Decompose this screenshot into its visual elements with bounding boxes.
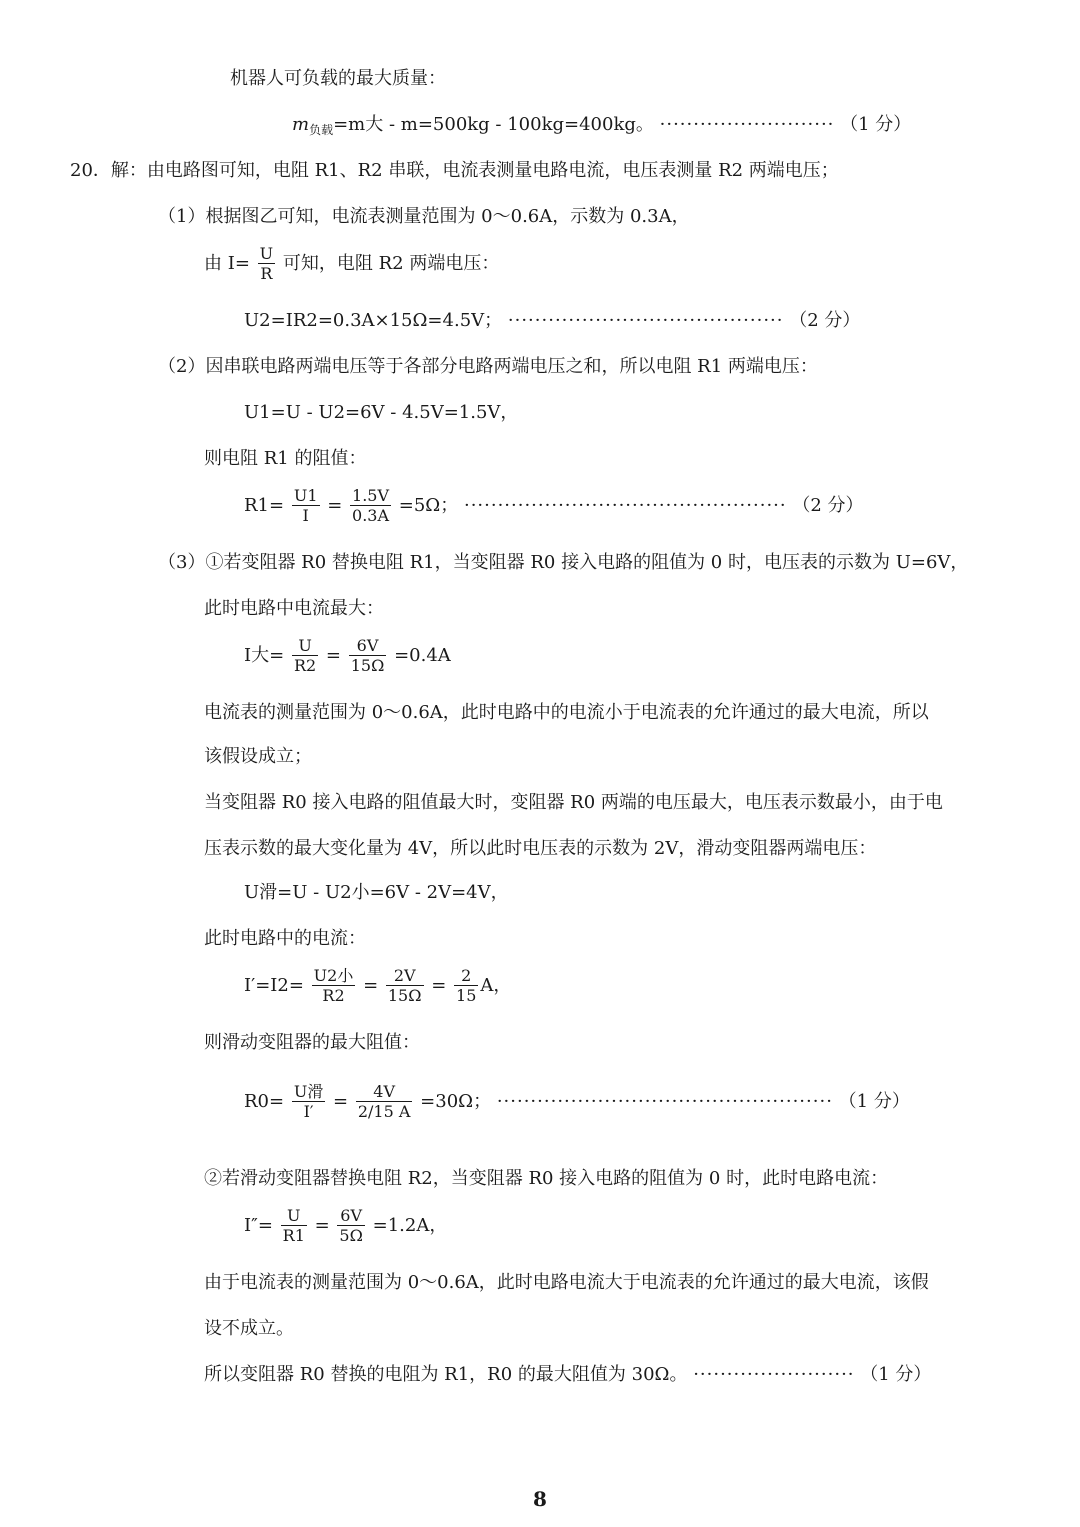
line-text: R0= [244, 1091, 285, 1112]
numerator: U [281, 1208, 307, 1226]
text-line [204, 748, 312, 766]
fraction [281, 1208, 307, 1244]
problem-20-header [70, 162, 839, 180]
equation-line [204, 246, 499, 282]
dot-leader: ························ [693, 1364, 855, 1385]
denominator: 5Ω [339, 1226, 363, 1245]
line-text: 此时电路中的电流： [204, 928, 366, 949]
text-line [204, 450, 366, 468]
page-number: 8 [533, 1487, 547, 1511]
numerator: U滑 [293, 1082, 324, 1101]
fraction [337, 1208, 364, 1244]
denominator: R1 [282, 1226, 305, 1245]
fraction [258, 246, 275, 282]
line-text: I大= [244, 645, 285, 666]
score-label: （1 分） [860, 1364, 932, 1385]
text-line [204, 794, 943, 812]
denominator: I′ [303, 1102, 314, 1121]
equation: U2=IR2=0.3A×15Ω=4.5V； [244, 310, 503, 331]
line-text: I′=I2= [244, 975, 304, 996]
text-line [204, 1034, 420, 1052]
line-text: =30Ω； [420, 1091, 492, 1112]
equation: U滑=U - U2小=6V - 2V=4V， [244, 882, 509, 903]
numerator: U [292, 638, 318, 656]
numerator: 6V [337, 1208, 364, 1226]
text-line [158, 358, 818, 376]
equation: U1=U - U2=6V - 4.5V=1.5V， [244, 402, 519, 423]
line-text: 可知，电阻 R2 两端电压： [282, 253, 500, 274]
equation-line: R0= $\frac{\text{U滑}}{I'}$ = $\frac{4V}{2/15 A}$ =30Ω； ·················································· （1 分） [244, 1082, 910, 1121]
line-text: 由于电流表的测量范围为 0～0.6A，此时电路电流大于电流表的允许通过的最大电流，该假 [204, 1272, 929, 1293]
equation-line: I大= $\frac{U}{R2}$ = $\frac{6V}{15\Omega}$ =0.4A [244, 636, 451, 675]
line-text: 则电阻 R1 的阻值： [204, 448, 367, 469]
equation: =m大 - m=500kg - 100kg=400kg。 [333, 114, 654, 135]
score-label: （2 分） [792, 495, 864, 516]
line-text: 由电路图可知，电阻 R1、R2 串联，电流表测量电路电流，电压表测量 R2 两端电压； [146, 160, 839, 181]
line-text: （3）①若变阻器 R0 替换电阻 R1，当变阻器 R0 接入电路的阻值为 0 时，电压表的示数为 U=6V， [158, 552, 969, 573]
equation-line: I″= $\frac{U}{R1}$ = $\frac{6V}{5\Omega}$ =1.2A， [244, 1206, 448, 1245]
fraction [386, 968, 424, 1004]
line-text: ②若滑动变阻器替换电阻 R2，当变阻器 R0 接入电路的阻值为 0 时，此时电路电流： [204, 1168, 889, 1189]
line-text: 设不成立。 [204, 1318, 294, 1339]
line-text: （2）因串联电路两端电压等于各部分电路两端电压之和，所以电阻 R1 两端电压： [158, 356, 818, 377]
score-label: （1 分） [838, 1091, 910, 1112]
problem-number: 20．解： [70, 160, 147, 181]
denominator: I [302, 506, 309, 525]
line-text: 机器人可负载的最大质量： [230, 68, 446, 89]
text-line [204, 1170, 888, 1188]
line-text: 所以变阻器 R0 替换的电阻为 R1，R0 的最大阻值为 30Ω。 [204, 1364, 688, 1385]
score-label: （1 分） [840, 114, 912, 135]
line-text: 当变阻器 R0 接入电路的阻值最大时，变阻器 R0 两端的电压最大，电压表示数最小，由于电 [204, 792, 943, 813]
denominator: R [260, 264, 273, 283]
equation-line: R1= $\frac{U1}{I}$ = $\frac{1.5V}{0.3A}$ =5Ω； ················································ （2 分） [244, 486, 864, 525]
line-text: I″= [244, 1215, 273, 1236]
dot-leader: ·················································· [496, 1091, 833, 1112]
denominator: R2 [322, 986, 345, 1005]
equation-line [244, 884, 509, 902]
denominator: 15Ω [350, 656, 385, 675]
score-label: （2 分） [789, 310, 861, 331]
text-line [204, 1274, 929, 1292]
line-text: =0.4A [394, 645, 451, 666]
text-line [204, 600, 384, 618]
dot-leader: ········································· [507, 310, 784, 331]
numerator: 4V [356, 1084, 413, 1102]
denominator: 15Ω [387, 986, 422, 1005]
text-line [158, 208, 690, 226]
numerator: U1 [293, 486, 318, 505]
fraction [292, 488, 320, 524]
denominator: 15 [456, 986, 477, 1005]
line-text: 该假设成立； [204, 746, 312, 767]
dot-leader: ·························· [659, 114, 835, 135]
text-line [204, 840, 876, 858]
text-line [230, 70, 446, 88]
fraction [312, 968, 356, 1004]
denominator: 2/15 A [357, 1102, 411, 1121]
line-text: 电流表的测量范围为 0～0.6A，此时电路中的电流小于电流表的允许通过的最大电流，所以 [204, 702, 929, 723]
line-text: =5Ω； [398, 495, 459, 516]
fraction [356, 1084, 413, 1120]
numerator: 6V [349, 638, 387, 656]
text-line [158, 554, 968, 572]
conclusion-line [204, 1366, 931, 1384]
line-text: 压表示数的最大变化量为 4V，所以此时电压表的示数为 2V，滑动变阻器两端电压： [204, 838, 877, 859]
fraction [349, 638, 387, 674]
denominator: R2 [293, 656, 317, 675]
denominator: 0.3A [352, 506, 390, 525]
text-line [204, 704, 929, 722]
text-line [204, 1320, 294, 1338]
equation-line: I′=I2= $\frac{\text{U2小}}{R2}$ = $\frac{2V}{15\Omega}$ = $\frac{2}{15}$ A， [244, 966, 512, 1005]
line-text: =1.2A， [372, 1215, 448, 1236]
text-line [204, 930, 366, 948]
fraction [454, 968, 478, 1004]
fraction [350, 488, 391, 524]
line-text: R1= [244, 495, 285, 516]
line-text: 此时电路中电流最大： [204, 598, 384, 619]
line-text: 则滑动变阻器的最大阻值： [204, 1032, 420, 1053]
equation-line [244, 404, 518, 422]
dot-leader: ················································ [463, 495, 787, 516]
line-text: （1）根据图乙可知，电流表测量范围为 0～0.6A，示数为 0.3A， [158, 206, 690, 227]
line-text: A， [480, 975, 512, 996]
fraction [292, 638, 318, 674]
numerator: U [259, 244, 274, 263]
numerator: 2 [454, 968, 478, 986]
equation-line [244, 312, 860, 330]
numerator: 1.5V [352, 486, 390, 505]
numerator: 2V [386, 968, 424, 986]
line-text: 由 I= [204, 253, 250, 274]
fraction [292, 1084, 326, 1120]
numerator: U2小 [313, 966, 354, 985]
equation-line: $m_{负载}=m$大 - m=500kg - 100kg=400kg。 ·························· （1 分） [292, 114, 912, 137]
